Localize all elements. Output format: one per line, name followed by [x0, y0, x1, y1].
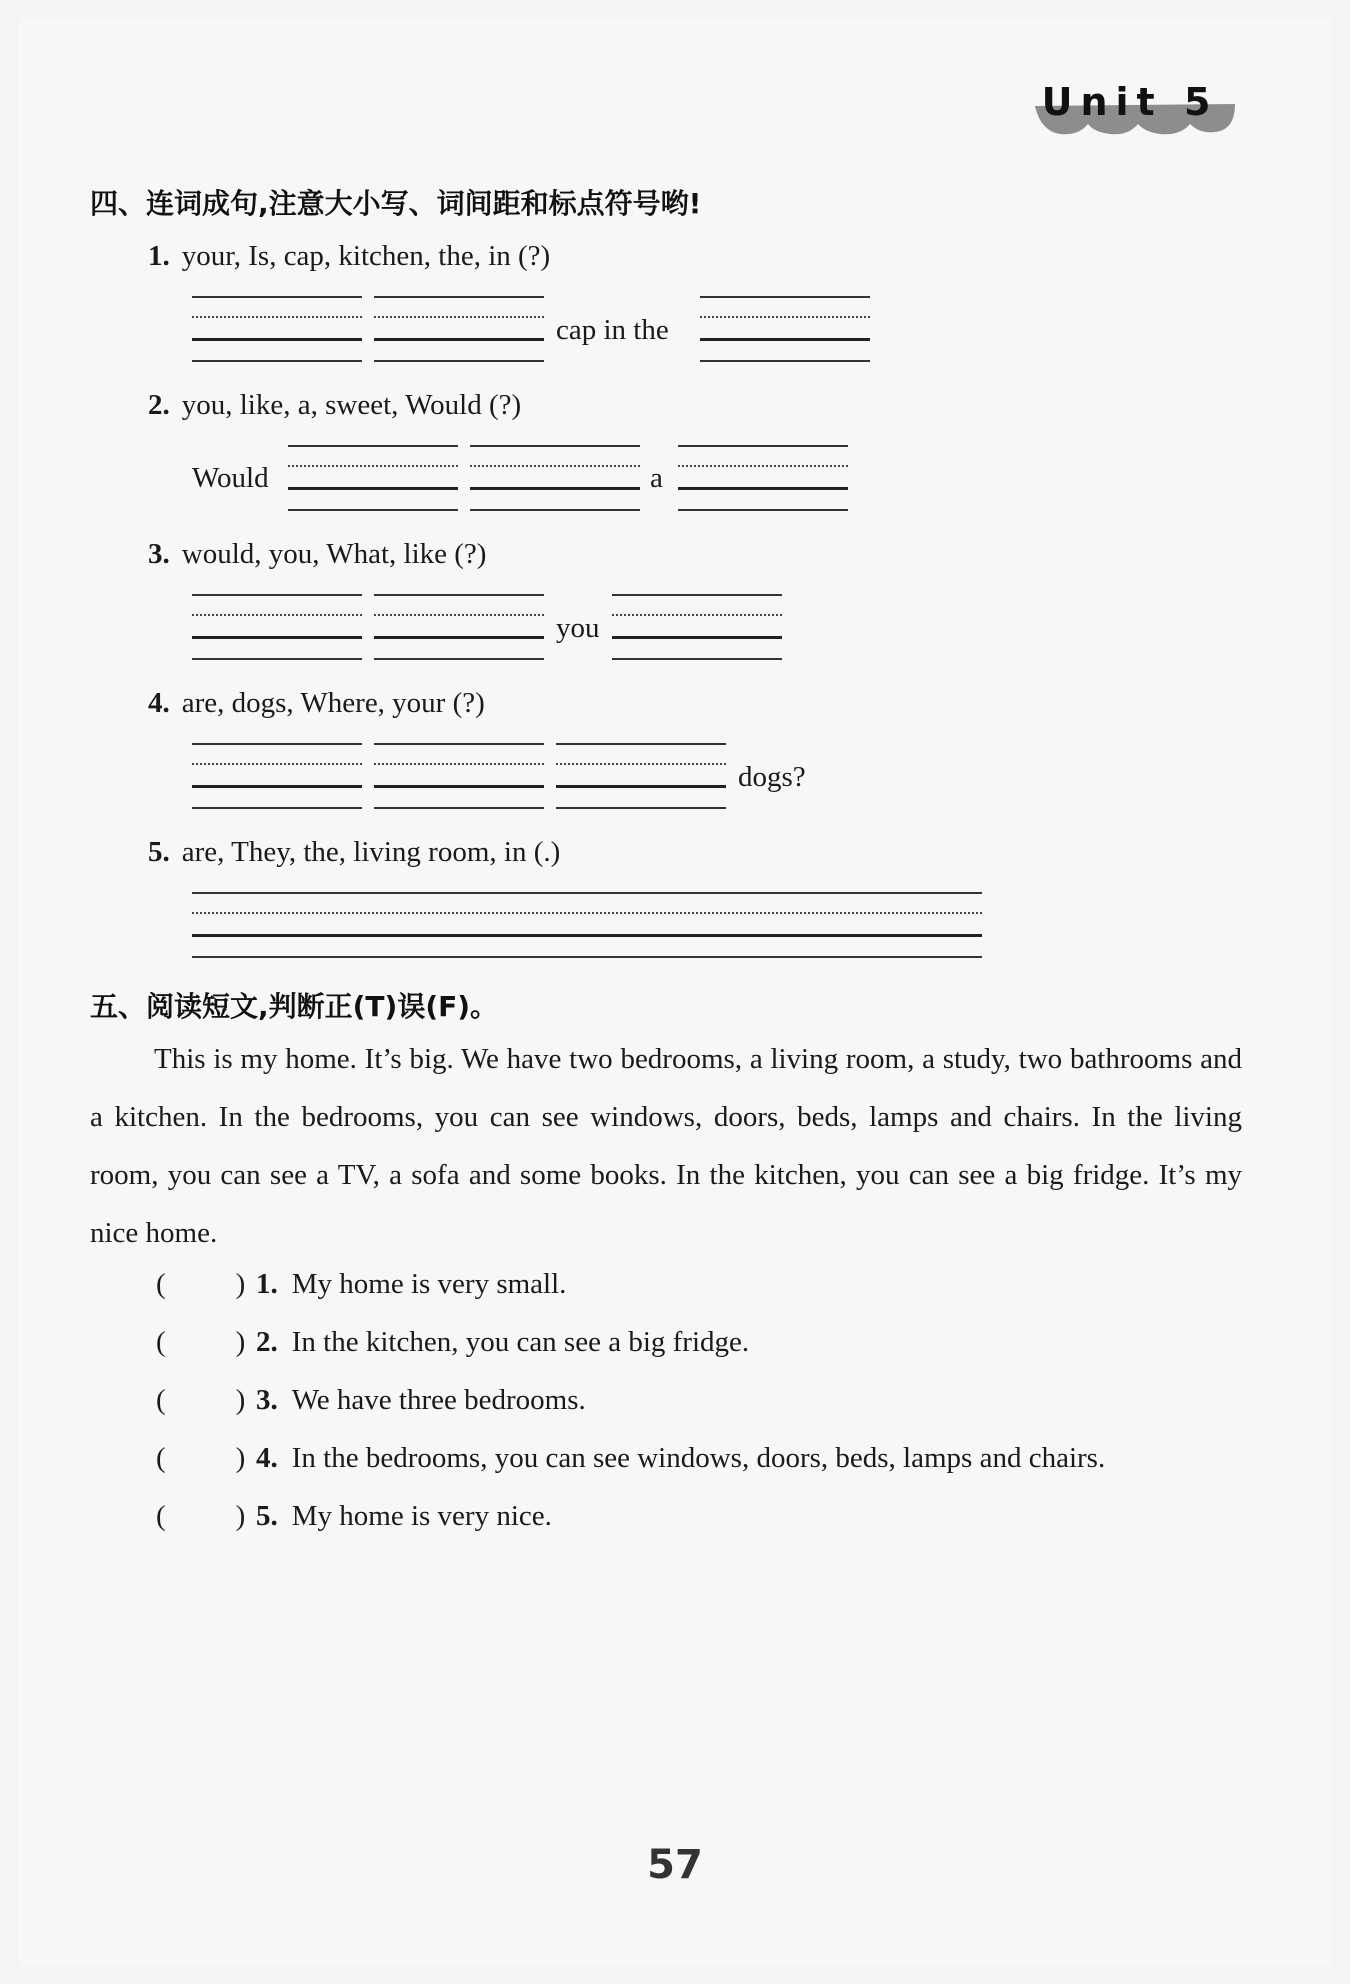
- paren-open: (: [156, 1268, 166, 1300]
- answer-slot[interactable]: [612, 594, 782, 660]
- statement-number: 2.: [256, 1326, 278, 1358]
- paren-close: ): [235, 1500, 246, 1532]
- paren-close: ): [235, 1326, 246, 1358]
- tf-statement-2: [156, 1326, 749, 1359]
- paren-close: ): [235, 1384, 246, 1416]
- tf-statement-1: [156, 1268, 566, 1301]
- question-3: [148, 538, 486, 571]
- statement-number: 4.: [256, 1442, 278, 1474]
- fixed-word-end: dogs?: [738, 761, 806, 793]
- statement-number: 1.: [256, 1268, 278, 1300]
- fixed-words: cap in the: [556, 314, 669, 346]
- answer-slot-full[interactable]: [192, 892, 982, 958]
- answer-slot[interactable]: [374, 296, 544, 362]
- statement-text: My home is very small.: [291, 1268, 567, 1300]
- statement-text: In the kitchen, you can see a big fridge.: [291, 1326, 750, 1358]
- tf-statement-4: [156, 1442, 1105, 1475]
- answer-slot[interactable]: [470, 445, 640, 511]
- answer-slot[interactable]: [556, 743, 726, 809]
- question-5: [148, 836, 560, 869]
- answer-slot[interactable]: [288, 445, 458, 511]
- question-number: 2.: [148, 389, 170, 421]
- section4-title: 四、连词成句,注意大小写、词间距和标点符号哟!: [90, 187, 702, 220]
- fixed-word-start: Would: [192, 462, 269, 494]
- question-prompt: would, you, What, like (?): [181, 538, 487, 570]
- question-number: 5.: [148, 836, 170, 868]
- fixed-word-mid: you: [556, 612, 600, 644]
- answer-slot[interactable]: [192, 296, 362, 362]
- tf-statement-3: [156, 1384, 586, 1417]
- answer-slot[interactable]: [192, 743, 362, 809]
- question-1: [148, 240, 550, 273]
- question-prompt: are, They, the, living room, in (.): [181, 836, 561, 868]
- paren-open: (: [156, 1500, 166, 1532]
- section5-title: 五、阅读短文,判断正(T)误(F)。: [90, 990, 499, 1023]
- statement-number: 3.: [256, 1384, 278, 1416]
- paren-close: ): [235, 1442, 246, 1474]
- answer-slot[interactable]: [374, 594, 544, 660]
- statement-text: We have three bedrooms.: [291, 1384, 586, 1416]
- page-number: 57: [647, 1842, 703, 1888]
- answer-slot[interactable]: [700, 296, 870, 362]
- tf-statement-5: [156, 1500, 552, 1533]
- question-4: [148, 687, 485, 720]
- statement-number: 5.: [256, 1500, 278, 1532]
- question-prompt: you, like, a, sweet, Would (?): [181, 389, 522, 421]
- unit-badge: [1030, 80, 1240, 140]
- paren-open: (: [156, 1384, 166, 1416]
- question-prompt: are, dogs, Where, your (?): [181, 687, 485, 719]
- answer-slot[interactable]: [192, 594, 362, 660]
- statement-text: My home is very nice.: [291, 1500, 552, 1532]
- paren-open: (: [156, 1442, 166, 1474]
- fixed-word-mid: a: [650, 462, 663, 494]
- question-prompt: your, Is, cap, kitchen, the, in (?): [181, 240, 551, 272]
- question-number: 4.: [148, 687, 170, 719]
- question-number: 1.: [148, 240, 170, 272]
- statement-text: In the bedrooms, you can see windows, doors, beds, lamps and chairs.: [291, 1442, 1106, 1474]
- reading-passage: This is my home. It’s big. We have two bedrooms, a living room, a study, two bathrooms and a kitchen. In the bedrooms, you can see windows, doors, beds, lamps and chairs. In the living room, you can see a TV, a sofa and some books. In the kitchen, you can see a big fridge. It’s my nice home.: [90, 1043, 1242, 1249]
- unit-label: Unit 5: [1041, 80, 1219, 124]
- question-2: [148, 389, 521, 422]
- answer-slot[interactable]: [374, 743, 544, 809]
- question-number: 3.: [148, 538, 170, 570]
- answer-slot[interactable]: [678, 445, 848, 511]
- paren-close: ): [235, 1268, 246, 1300]
- paren-open: (: [156, 1326, 166, 1358]
